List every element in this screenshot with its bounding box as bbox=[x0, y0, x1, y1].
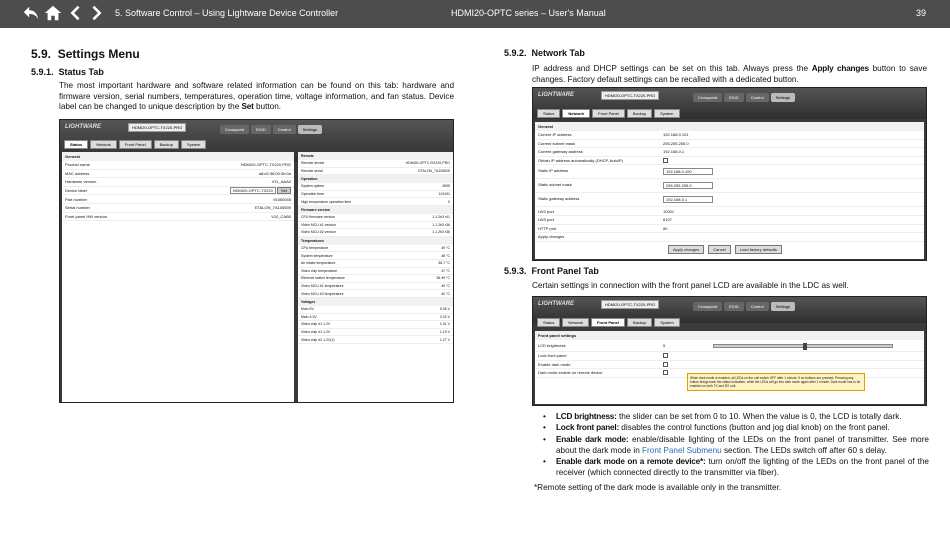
front-panel-settings: Front panel settings LCD brightness 5 Lock front panel Enable dark mode Dark mode enable on remote device When dark mode is enabled, all LEDs on the unit switch OFF after 1 minute, if no buttons are pressed. Pressing any button brings back the status indication, while the LEDs will go into dark mode again after 1 minute. Dark mode has to be enabled on both TX and RX unit. bbox=[535, 331, 924, 404]
subtab-backup[interactable]: Backup bbox=[627, 109, 652, 118]
tab-crosspoint[interactable]: Crosspoint bbox=[693, 93, 722, 102]
footnote: *Remote setting of the dark mode is available only in the transmitter. bbox=[534, 483, 782, 492]
main-tabs bbox=[220, 125, 322, 134]
chapter-title: 5. Software Control – Using Lightware Device Controller bbox=[115, 8, 339, 18]
prev-page-icon[interactable] bbox=[66, 4, 84, 22]
tab-crosspoint[interactable]: Crosspoint bbox=[693, 302, 722, 311]
back-icon[interactable] bbox=[22, 4, 40, 22]
lcd-brightness-slider[interactable] bbox=[713, 344, 893, 348]
tab-control[interactable]: Control bbox=[273, 125, 296, 134]
lightware-logo: LIGHTWARE bbox=[538, 301, 574, 307]
subtab-system[interactable]: System bbox=[654, 318, 679, 327]
header-bar bbox=[0, 0, 950, 28]
home-icon[interactable] bbox=[44, 4, 62, 22]
subtab-front-panel[interactable]: Front Panel bbox=[592, 109, 625, 118]
enable-dark-mode-checkbox[interactable] bbox=[663, 362, 668, 367]
network-panel: General Current IP address 192.168.0.101 Current subnet mask 255.255.255.0 Current gateway address 192.168.0.1 Obtain IP address automatically (DHCP, AutoIP) Static IP address 192.168.0.100 Static subnet mask 255.255.255.0 Static gateway address 192.168.0.1 LW2 port 10001 LW3 port 6107 HTTP port 80 Apply changes Apply changes Cancel Load factory defaults bbox=[535, 122, 924, 259]
status-tab-screenshot bbox=[59, 119, 454, 403]
status-general-panel: General Product name HDMI20-OPTC-TX220-PRO MAC address a8:d2:36:00:3b:0a Hardware version V11_AAA0 Device label HDMI20-OPTC-TX220 Set Part number 91550045 Serial number ETALON_7A105539 Front panel HW version V10_CAB0 bbox=[62, 152, 294, 402]
device-name: HDMI20-OPTC-TX220-PRO bbox=[128, 123, 186, 132]
settings-subtabs bbox=[537, 109, 680, 118]
network-tab-heading: 5.9.2. Network Tab bbox=[504, 48, 585, 58]
tab-control[interactable]: Control bbox=[746, 302, 769, 311]
status-tab-heading: 5.9.1. Status Tab bbox=[31, 67, 104, 77]
lock-front-panel-checkbox[interactable] bbox=[663, 353, 668, 358]
section-heading: 5.9. Settings Menu bbox=[31, 47, 140, 61]
status-tab-paragraph: The most important hardware and software related information can be found on this tab: hardware and firmware version, serial numbers, temperatures, operation time, voltage information, and fan status. Device label can be changed to unique description by the Set button. bbox=[59, 81, 454, 112]
cancel-button[interactable]: Cancel bbox=[708, 245, 730, 254]
network-tab-screenshot bbox=[532, 87, 927, 261]
tab-edid[interactable]: EDID bbox=[251, 125, 271, 134]
set-button[interactable]: Set bbox=[277, 187, 291, 194]
subtab-network[interactable]: Network bbox=[90, 140, 117, 149]
lightware-logo: LIGHTWARE bbox=[65, 124, 101, 130]
tab-settings[interactable]: Settings bbox=[298, 125, 322, 134]
lcd-brightness-value: 5 bbox=[663, 343, 666, 348]
front-panel-tab-heading: 5.9.3. Front Panel Tab bbox=[504, 266, 599, 276]
main-tabs bbox=[693, 93, 795, 102]
tab-crosspoint[interactable]: Crosspoint bbox=[220, 125, 249, 134]
subtab-status[interactable]: Status bbox=[537, 318, 560, 327]
dark-mode-info-tooltip: When dark mode is enabled, all LEDs on the unit switch OFF after 1 minute, if no buttons are pressed. Pressing any button brings back the status indication, while the LEDs will go into dark mode again after 1 minute. Dark mode has to be enabled on both TX and RX unit. bbox=[687, 373, 865, 391]
next-page-icon[interactable] bbox=[88, 4, 106, 22]
main-tabs bbox=[693, 302, 795, 311]
nav-buttons bbox=[22, 4, 106, 22]
settings-subtabs bbox=[537, 318, 680, 327]
device-name: HDMI20-OPTC-TX220-PRO bbox=[601, 300, 659, 309]
subtab-backup[interactable]: Backup bbox=[154, 140, 179, 149]
static-ip-input[interactable]: 192.168.0.100 bbox=[663, 168, 713, 175]
tab-settings[interactable]: Settings bbox=[771, 302, 795, 311]
subtab-status[interactable]: Status bbox=[537, 109, 560, 118]
subtab-system[interactable]: System bbox=[654, 109, 679, 118]
device-label-input[interactable]: HDMI20-OPTC-TX220 bbox=[230, 187, 276, 194]
apply-changes-button[interactable]: Apply changes bbox=[668, 245, 704, 254]
page-number: 39 bbox=[916, 8, 927, 18]
tab-edid[interactable]: EDID bbox=[724, 93, 744, 102]
list-item: • Enable dark mode: enable/disable lighting of the LEDs on the front panel of transmitter. See more about the dark mode in Front Panel Submenu section. The LEDs switch off after 60 s delay. bbox=[541, 434, 929, 457]
subtab-front-panel[interactable]: Front Panel bbox=[119, 140, 152, 149]
network-tab-paragraph: IP address and DHCP settings can be set on this tab. Always press the Apply changes button to save changes. Factory default settings can be recalled with a dedicated button. bbox=[532, 64, 928, 84]
subtab-status[interactable]: Status bbox=[64, 140, 88, 149]
subtab-network[interactable]: Network bbox=[562, 109, 590, 118]
tab-edid[interactable]: EDID bbox=[724, 302, 744, 311]
static-subnet-input[interactable]: 255.255.255.0 bbox=[663, 182, 713, 189]
front-panel-submenu-link[interactable]: Front Panel Submenu bbox=[642, 445, 722, 455]
remote-dark-mode-checkbox[interactable] bbox=[663, 370, 668, 375]
list-item: • Enable dark mode on a remote device*: turn on/off the lighting of the LEDs on the front panel of the receiver (which connected directly to the transmitter via fiber). bbox=[541, 456, 929, 479]
load-factory-defaults-button[interactable]: Load factory defaults bbox=[735, 245, 782, 254]
front-panel-tab-screenshot bbox=[532, 296, 927, 406]
list-item: • LCD brightness: the slider can be set from 0 to 10. When the value is 0, the LCD is totally dark. bbox=[541, 411, 929, 422]
tab-settings[interactable]: Settings bbox=[771, 93, 795, 102]
static-gateway-input[interactable]: 192.168.0.1 bbox=[663, 196, 713, 203]
device-name: HDMI20-OPTC-TX220-PRO bbox=[601, 91, 659, 100]
dhcp-checkbox[interactable] bbox=[663, 158, 668, 163]
tab-control[interactable]: Control bbox=[746, 93, 769, 102]
subtab-backup[interactable]: Backup bbox=[627, 318, 652, 327]
subtab-network[interactable]: Network bbox=[562, 318, 589, 327]
front-panel-tab-paragraph: Certain settings in connection with the front panel LCD are available in the LDC as well. bbox=[532, 281, 849, 290]
settings-subtabs bbox=[64, 140, 206, 149]
front-panel-bullet-list bbox=[541, 411, 929, 479]
subtab-system[interactable]: System bbox=[181, 140, 206, 149]
lightware-logo: LIGHTWARE bbox=[538, 92, 574, 98]
list-item: • Lock front panel: disables the control functions (button and jog dial knob) on the front panel. bbox=[541, 422, 929, 433]
document-title: HDMI20-OPTC series – User's Manual bbox=[451, 8, 606, 18]
subtab-front-panel[interactable]: Front Panel bbox=[591, 318, 625, 327]
status-details-panel: Remote Remote device HDMI20-OPTC-RX220-PRO Remote serial ETALON_7A105525 Operation System uptime 4595 Operation time 101191 High temperature operation time 0 Firmware version CPU firmware version 1.1.2b3 r41 Video MCU #1 version 1.1.2b3 r36 Video MCU #2 version 1.1.2b3 r36 Temperatures CPU temperature 49 °C System temperature 48 °C Air intake temperature 38.7 °C Video chip temperature 47 °C Ethernet switch temperature 35.99 °C Video MCU #1 temperature 49 °C Video MCU #2 temperature 40 °C Voltages Main 5V 5.06 V Main 3.3V 3.32 V Video chip #1 1.2V 1.31 V Video chip #1 1.2V 1.19 V Video chip #2 1.2V(1) 1.27 V bbox=[298, 152, 453, 402]
